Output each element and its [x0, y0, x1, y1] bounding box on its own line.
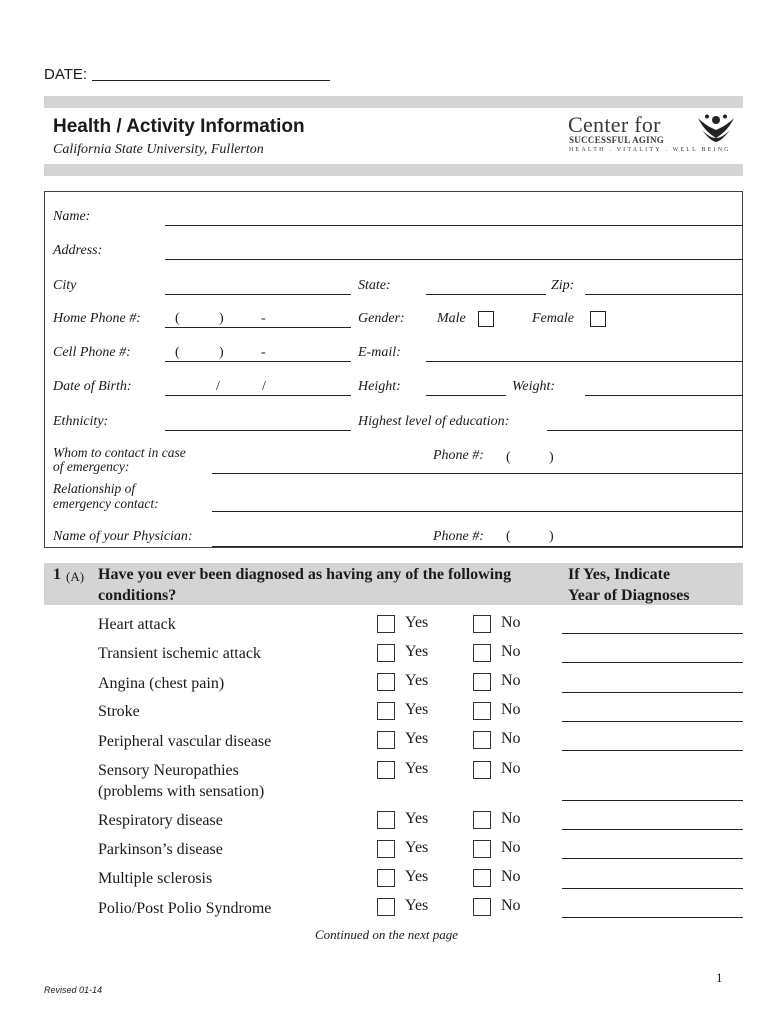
year-field[interactable]: [562, 721, 743, 722]
no-checkbox[interactable]: [473, 840, 491, 858]
yes-checkbox[interactable]: [377, 761, 395, 779]
home-phone-paren-open: (: [175, 311, 180, 326]
physician-phone-paren-close: ): [549, 529, 554, 544]
emergency-phone-label: Phone #:: [433, 448, 484, 463]
home-phone-paren-close: ): [219, 311, 224, 326]
section-1-question-line2: conditions?: [98, 587, 177, 604]
condition-label: Stroke: [98, 703, 140, 720]
year-field[interactable]: [562, 662, 743, 663]
yes-checkbox[interactable]: [377, 673, 395, 691]
no-label: No: [501, 760, 521, 777]
male-label: Male: [437, 311, 466, 326]
year-field[interactable]: [562, 633, 743, 634]
page-subtitle: California State University, Fullerton: [53, 142, 264, 157]
dob-slash-1: /: [216, 379, 220, 394]
page-title: Health / Activity Information: [53, 116, 305, 137]
revised-note: Revised 01-14: [44, 985, 103, 995]
cell-phone-label: Cell Phone #:: [53, 345, 131, 360]
no-checkbox[interactable]: [473, 869, 491, 887]
physician-label: Name of your Physician:: [53, 529, 193, 544]
yes-label: Yes: [405, 614, 429, 631]
condition-label-continued: (problems with sensation): [98, 783, 265, 800]
yes-label: Yes: [405, 701, 429, 718]
yes-checkbox[interactable]: [377, 644, 395, 662]
page-number: 1: [716, 970, 723, 985]
section-1-sub: (A): [66, 569, 85, 584]
logo-text-center-for: Center for: [568, 112, 661, 137]
condition-label: Multiple sclerosis: [98, 870, 213, 887]
no-label: No: [501, 643, 521, 660]
dob-slash-2: /: [262, 379, 266, 394]
name-label: Name:: [53, 209, 91, 224]
year-field[interactable]: [562, 800, 743, 801]
relationship-label-line2: emergency contact:: [53, 496, 159, 511]
logo-tagline: HEALTH . VITALITY . WELL BEING: [569, 147, 731, 153]
cell-phone-paren-close: ): [219, 345, 224, 360]
section-1-question-line1: Have you ever been diagnosed as having any of the following: [98, 566, 512, 583]
yes-label: Yes: [405, 897, 429, 914]
physician-phone-label: Phone #:: [433, 529, 484, 544]
yes-label: Yes: [405, 730, 429, 747]
home-phone-dash: -: [261, 311, 266, 326]
no-label: No: [501, 839, 521, 856]
year-field[interactable]: [562, 750, 743, 751]
section-1-number: 1: [53, 566, 61, 583]
condition-label: Sensory Neuropathies: [98, 762, 239, 779]
yes-label: Yes: [405, 672, 429, 689]
address-label: Address:: [53, 243, 103, 258]
yes-label: Yes: [405, 868, 429, 885]
no-label: No: [501, 868, 521, 885]
yes-checkbox[interactable]: [377, 615, 395, 633]
year-header-line1: If Yes, Indicate: [568, 566, 671, 583]
female-label: Female: [532, 311, 574, 326]
no-checkbox[interactable]: [473, 761, 491, 779]
condition-label: Polio/Post Polio Syndrome: [98, 900, 272, 917]
condition-label: Heart attack: [98, 616, 176, 633]
no-checkbox[interactable]: [473, 731, 491, 749]
yes-checkbox[interactable]: [377, 702, 395, 720]
no-checkbox[interactable]: [473, 644, 491, 662]
date-label: DATE:: [44, 66, 88, 83]
gender-label: Gender:: [358, 311, 405, 326]
emergency-contact-label-line1: Whom to contact in case: [53, 445, 186, 460]
email-label: E-mail:: [358, 345, 401, 360]
no-checkbox[interactable]: [473, 811, 491, 829]
yes-label: Yes: [405, 643, 429, 660]
ethnicity-label: Ethnicity:: [53, 414, 109, 429]
no-checkbox[interactable]: [473, 615, 491, 633]
height-label: Height:: [358, 379, 401, 394]
condition-label: Parkinson’s disease: [98, 841, 223, 858]
yes-label: Yes: [405, 810, 429, 827]
no-label: No: [501, 672, 521, 689]
emergency-phone-paren-close: ): [549, 450, 554, 465]
logo-text-successful-aging: SUCCESSFUL AGING: [569, 135, 665, 145]
no-label: No: [501, 897, 521, 914]
emergency-phone-paren-open: (: [506, 450, 511, 465]
yes-label: Yes: [405, 839, 429, 856]
condition-label: Respiratory disease: [98, 812, 223, 829]
no-label: No: [501, 701, 521, 718]
condition-label: Transient ischemic attack: [98, 645, 261, 662]
yes-checkbox[interactable]: [377, 811, 395, 829]
year-field[interactable]: [562, 692, 743, 693]
year-field[interactable]: [562, 888, 743, 889]
year-field[interactable]: [562, 917, 743, 918]
no-checkbox[interactable]: [473, 898, 491, 916]
city-label: City: [53, 278, 77, 293]
yes-checkbox[interactable]: [377, 898, 395, 916]
dob-label: Date of Birth:: [53, 379, 132, 394]
yes-checkbox[interactable]: [377, 731, 395, 749]
no-checkbox[interactable]: [473, 702, 491, 720]
yes-checkbox[interactable]: [377, 869, 395, 887]
emergency-contact-label-line2: of emergency:: [53, 459, 130, 474]
year-header-line2: Year of Diagnoses: [568, 587, 690, 604]
condition-label: Angina (chest pain): [98, 675, 225, 692]
yes-label: Yes: [405, 760, 429, 777]
zip-label: Zip:: [551, 278, 575, 293]
cell-phone-paren-open: (: [175, 345, 180, 360]
state-label: State:: [358, 278, 391, 293]
physician-phone-paren-open: (: [506, 529, 511, 544]
no-label: No: [501, 730, 521, 747]
cell-phone-dash: -: [261, 345, 266, 360]
condition-label: Peripheral vascular disease: [98, 733, 272, 750]
year-field[interactable]: [562, 858, 743, 859]
no-label: No: [501, 614, 521, 631]
year-field[interactable]: [562, 829, 743, 830]
no-checkbox[interactable]: [473, 673, 491, 691]
continued-note: Continued on the next page: [315, 927, 458, 942]
no-label: No: [501, 810, 521, 827]
yes-checkbox[interactable]: [377, 840, 395, 858]
education-label: Highest level of education:: [358, 414, 510, 429]
relationship-label-line1: Relationship of: [53, 481, 136, 496]
weight-label: Weight:: [512, 379, 556, 394]
home-phone-label: Home Phone #:: [53, 311, 141, 326]
